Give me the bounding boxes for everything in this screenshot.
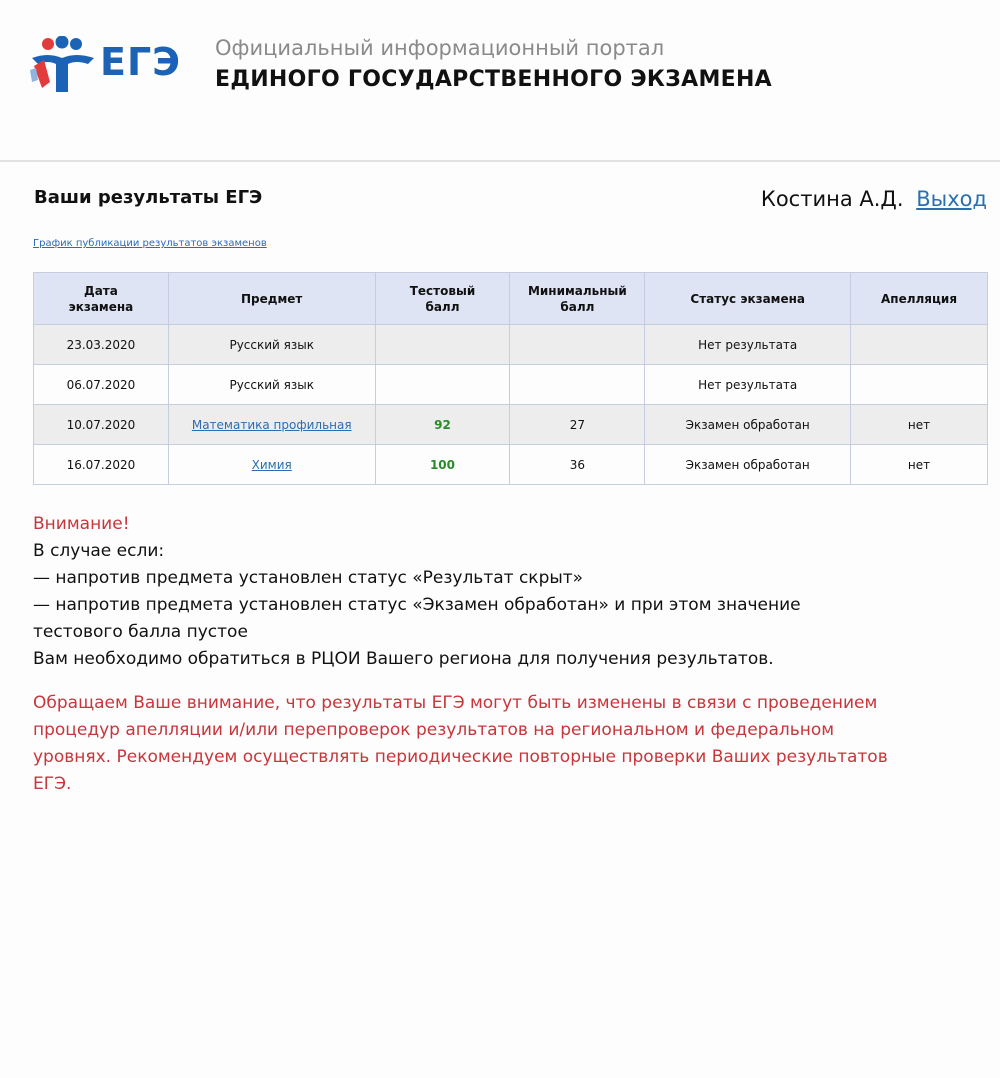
- table-row: [34, 365, 988, 405]
- cell-min-score: [510, 365, 645, 405]
- cell-date: 16.07.2020: [34, 445, 169, 485]
- cell-date: 23.03.2020: [34, 325, 169, 365]
- logout-link[interactable]: Выход: [916, 187, 987, 211]
- attention-heading: Внимание!: [33, 514, 130, 534]
- subject-link-chemistry[interactable]: Химия: [251, 457, 292, 472]
- table-header-row: [34, 273, 988, 325]
- info-line: Вам необходимо обратиться в РЦОИ Вашего региона для получения результатов.: [33, 649, 774, 669]
- cell-subject: [168, 405, 375, 445]
- header-min-score-line2: балл: [560, 299, 595, 314]
- portal-subtitle: Официальный информационный портал: [215, 36, 665, 60]
- cell-appeal: [851, 325, 988, 365]
- logo-text: ЕГЭ: [100, 40, 182, 84]
- user-box: [761, 187, 987, 211]
- page-title: Ваши результаты ЕГЭ: [34, 187, 263, 208]
- site-header: [0, 0, 1000, 162]
- header-date: [34, 273, 169, 325]
- cell-status: Нет результата: [645, 325, 851, 365]
- info-block: [33, 538, 801, 673]
- cell-appeal: нет: [851, 445, 988, 485]
- ege-logo[interactable]: [28, 36, 182, 96]
- header-test-score-line2: балл: [425, 299, 460, 314]
- table-row: [34, 405, 988, 445]
- results-table: [33, 272, 988, 485]
- header-status: Статус экзамена: [645, 273, 851, 325]
- warning-line: Обращаем Ваше внимание, что результаты ЕГЭ могут быть изменены в связи с проведением: [33, 693, 878, 713]
- header-date-line2: экзамена: [68, 299, 134, 314]
- user-name: Костина А.Д.: [760, 187, 904, 211]
- warning-line: уровнях. Рекомендуем осуществлять периодические повторные проверки Ваших результатов: [33, 747, 888, 767]
- cell-min-score: 36: [510, 445, 645, 485]
- cell-score: 92: [375, 405, 510, 445]
- cell-score: [375, 365, 510, 405]
- header-subject: Предмет: [168, 273, 375, 325]
- table-row: [34, 325, 988, 365]
- info-line: — напротив предмета установлен статус «Экзамен обработан» и при этом значение: [33, 595, 801, 615]
- info-line: — напротив предмета установлен статус «Результат скрыт»: [33, 568, 584, 588]
- header-date-line1: Дата: [84, 283, 118, 298]
- header-min-score-line1: Минимальный: [527, 283, 627, 298]
- cell-subject: Русский язык: [168, 325, 375, 365]
- header-test-score: [375, 273, 510, 325]
- warning-line: процедур апелляции и/или перепроверок результатов на региональном и федеральном: [33, 720, 835, 740]
- table-row: [34, 445, 988, 485]
- cell-date: 10.07.2020: [34, 405, 169, 445]
- portal-title: ЕДИНОГО ГОСУДАРСТВЕННОГО ЭКЗАМЕНА: [215, 67, 772, 92]
- warning-line: ЕГЭ.: [33, 774, 72, 794]
- cell-date: 06.07.2020: [34, 365, 169, 405]
- cell-subject: Русский язык: [168, 365, 375, 405]
- cell-appeal: нет: [851, 405, 988, 445]
- cell-min-score: [510, 325, 645, 365]
- cell-score: 100: [375, 445, 510, 485]
- ege-logo-icon: [28, 36, 100, 96]
- cell-status: Экзамен обработан: [645, 445, 851, 485]
- header-appeal: Апелляция: [851, 273, 988, 325]
- header-min-score: [510, 273, 645, 325]
- warning-block: [33, 690, 888, 798]
- header-test-score-line1: Тестовый: [409, 283, 476, 298]
- cell-status: Экзамен обработан: [645, 405, 851, 445]
- schedule-link[interactable]: График публикации результатов экзаменов: [33, 238, 267, 249]
- info-line: тестового балла пустое: [33, 622, 248, 642]
- subject-link-math[interactable]: Математика профильная: [191, 417, 352, 432]
- cell-status: Нет результата: [645, 365, 851, 405]
- info-line: В случае если:: [33, 541, 165, 561]
- cell-min-score: 27: [510, 405, 645, 445]
- cell-score: [375, 325, 510, 365]
- cell-subject: [168, 445, 375, 485]
- cell-appeal: [851, 365, 988, 405]
